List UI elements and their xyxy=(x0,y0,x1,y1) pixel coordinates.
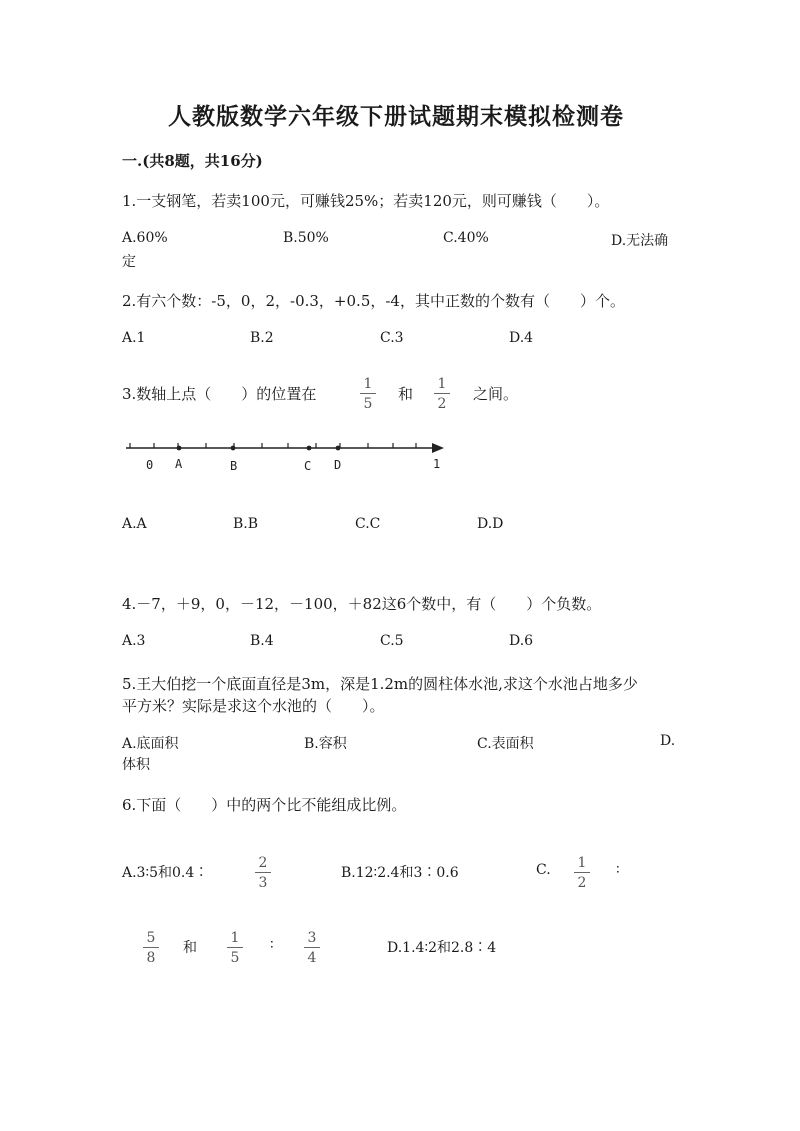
point-d-marker xyxy=(336,446,341,451)
q6-option-d: D.1.4∶2和2.8∶4 xyxy=(387,940,497,956)
label-zero: 0 xyxy=(146,458,154,472)
number-line xyxy=(118,436,458,476)
q6-c-colon-2: ∶ xyxy=(270,937,274,953)
q2-option-b: B.2 xyxy=(250,330,274,346)
q6-option-b: B.12∶2.4和3∶0.6 xyxy=(341,865,459,881)
q1-option-b: B.50% xyxy=(283,230,329,246)
q3-option-a: A.A xyxy=(122,516,147,532)
fraction-one-fifth-c: 1 5 xyxy=(225,931,245,965)
fraction-two-thirds: 2 3 xyxy=(253,856,273,890)
question-5-stem-line-1: 5.王大伯挖一个底面直径是3m，深是1.2m的圆柱体水池,求这个水池占地多少 xyxy=(122,675,638,693)
q1-option-c: C.40% xyxy=(443,230,489,246)
section-header: 一.(共8题，共16分) xyxy=(122,152,263,170)
q3-and: 和 xyxy=(398,385,414,403)
q1-option-a: A.60% xyxy=(122,230,168,246)
q6-c-and: 和 xyxy=(183,940,197,956)
q3-option-c: C.C xyxy=(355,516,381,532)
question-4-stem: 4.－7，＋9，0，－12，－100，＋82这6个数中，有（ ）个负数。 xyxy=(122,595,602,613)
label-d: D xyxy=(334,458,342,472)
fraction-one-half: 1 2 xyxy=(432,377,452,411)
q5-option-d: D. xyxy=(660,733,676,749)
question-3-stem: 3.数轴上点（ ）的位置在 xyxy=(122,385,317,403)
q2-option-d: D.4 xyxy=(509,330,534,346)
question-2-stem: 2.有六个数：-5，0，2，-0.3，+0.5，-4，其中正数的个数有（ ）个。 xyxy=(122,292,625,310)
q3-stem-end: 之间。 xyxy=(473,385,519,403)
q1-option-d-continued: 定 xyxy=(122,254,136,270)
q2-option-c: C.3 xyxy=(380,330,404,346)
question-1-stem: 1.一支钢笔，若卖100元，可赚钱25%；若卖120元，则可赚钱（ ）。 xyxy=(122,192,610,210)
fraction-three-quarters: 3 4 xyxy=(302,931,322,965)
label-a: A xyxy=(175,457,183,471)
question-5-stem-line-2: 平方米？实际是求这个水池的（ ）。 xyxy=(122,697,385,715)
q6-option-a: A.3∶5和0.4∶ xyxy=(122,865,209,881)
q5-option-d-continued: 体积 xyxy=(122,757,150,773)
label-c: C xyxy=(304,459,312,473)
q5-option-c: C.表面积 xyxy=(477,736,534,752)
page-title: 人教版数学六年级下册试题期末模拟检测卷 xyxy=(168,103,624,130)
q5-option-a: A.底面积 xyxy=(122,736,179,752)
q1-option-d: D.无法确 xyxy=(611,233,669,249)
q6-c-colon: ∶ xyxy=(616,862,620,878)
q4-option-b: B.4 xyxy=(250,633,274,649)
fraction-one-half-c: 1 2 xyxy=(572,856,592,890)
fraction-one-fifth: 1 5 xyxy=(358,377,378,411)
q4-option-a: A.3 xyxy=(122,633,146,649)
number-line-arrow xyxy=(432,443,444,453)
question-6-stem: 6.下面（ ）中的两个比不能组成比例。 xyxy=(122,796,407,814)
q2-option-a: A.1 xyxy=(122,330,146,346)
q4-option-d: D.6 xyxy=(509,633,534,649)
q5-option-b: B.容积 xyxy=(304,736,347,752)
point-a-marker xyxy=(177,446,182,451)
label-one: 1 xyxy=(433,457,441,471)
q4-option-c: C.5 xyxy=(380,633,404,649)
q6-option-c: C. xyxy=(536,862,551,878)
q3-option-b: B.B xyxy=(233,516,259,532)
label-b: B xyxy=(230,459,238,473)
fraction-five-eighths: 5 8 xyxy=(141,931,161,965)
q3-option-d: D.D xyxy=(477,516,504,532)
point-c-marker xyxy=(307,446,312,451)
point-b-marker xyxy=(231,446,236,451)
